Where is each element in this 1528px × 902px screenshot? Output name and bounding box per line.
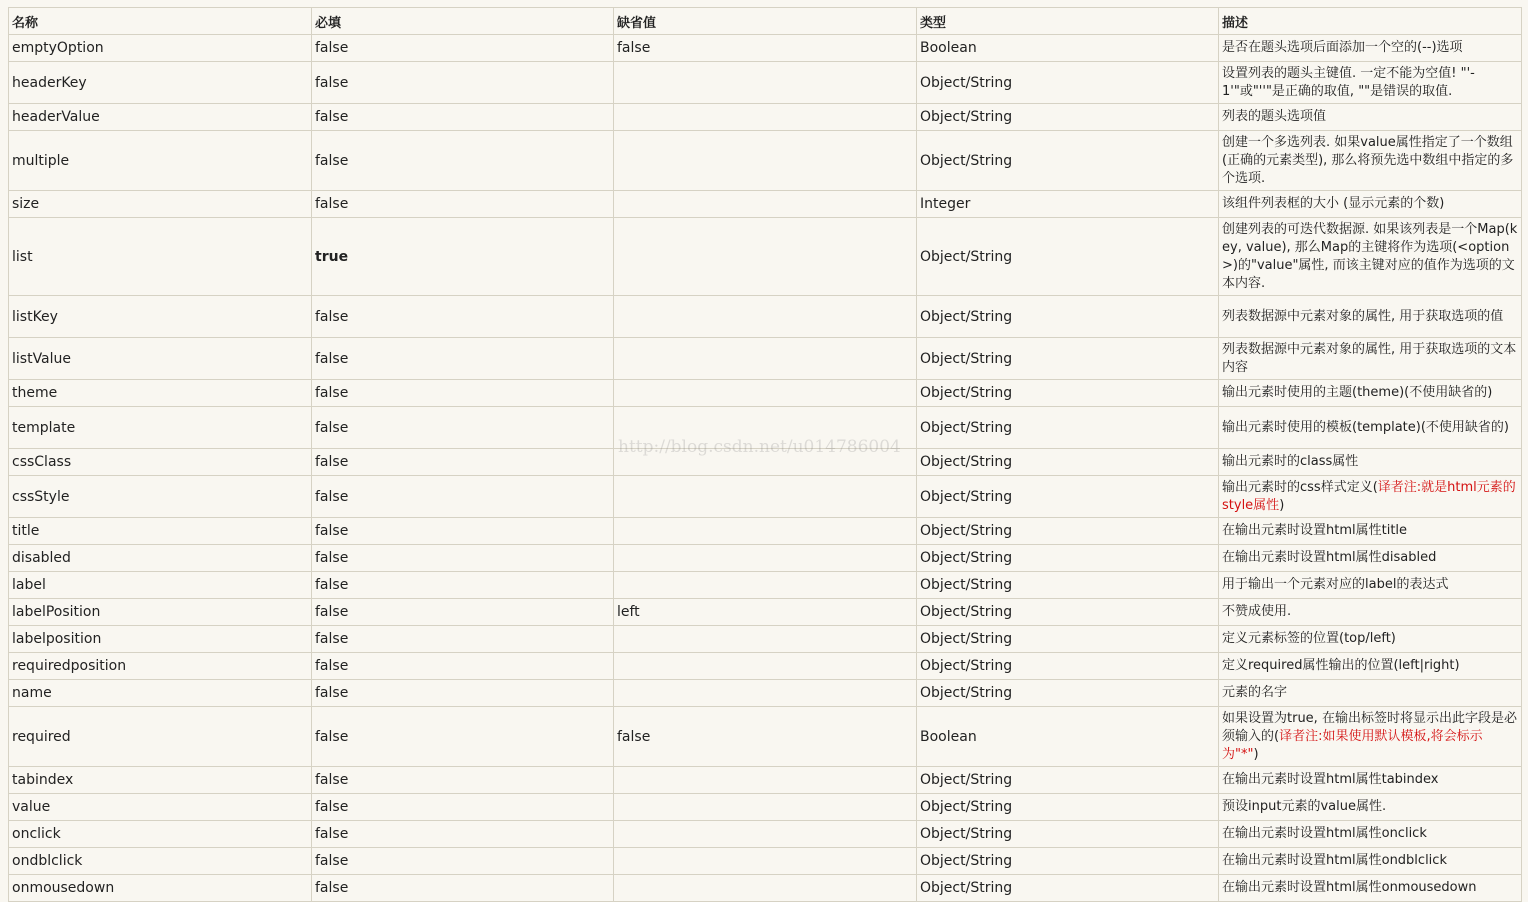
cell-name: template xyxy=(9,407,312,449)
description-suffix: ) xyxy=(1279,497,1285,513)
cell-type: Object/String xyxy=(917,653,1219,680)
cell-default xyxy=(614,518,917,545)
cell-default xyxy=(614,191,917,218)
table-row xyxy=(9,218,1522,296)
header-row xyxy=(9,8,1522,35)
table-row xyxy=(9,131,1522,191)
description-text: 在输出元素时设置html属性disabled xyxy=(1222,550,1437,565)
cell-name: label xyxy=(9,572,312,599)
cell-description xyxy=(1219,338,1522,380)
cell-type: Boolean xyxy=(917,35,1219,62)
cell-description xyxy=(1219,848,1522,875)
cell-required: false xyxy=(312,407,614,449)
cell-default xyxy=(614,626,917,653)
cell-required: false xyxy=(312,518,614,545)
cell-default xyxy=(614,848,917,875)
cell-name: multiple xyxy=(9,131,312,191)
header-description: 描述 xyxy=(1219,8,1522,35)
cell-required: false xyxy=(312,104,614,131)
table-row xyxy=(9,626,1522,653)
cell-default: left xyxy=(614,599,917,626)
cell-required: false xyxy=(312,680,614,707)
cell-type: Object/String xyxy=(917,338,1219,380)
table-row xyxy=(9,680,1522,707)
cell-name: name xyxy=(9,680,312,707)
cell-default xyxy=(614,104,917,131)
cell-description xyxy=(1219,821,1522,848)
description-text: 元素的名字 xyxy=(1222,685,1288,700)
description-text: 创建列表的可迭代数据源. 如果该列表是一个Map(key, value), 那么Map的主键将作为选项(<option>)的"value"属性, 而该主键对应的值作为选项的文本内容. xyxy=(1222,221,1518,291)
header-type: 类型 xyxy=(917,8,1219,35)
cell-type: Object/String xyxy=(917,296,1219,338)
cell-name: ondblclick xyxy=(9,848,312,875)
cell-type: Object/String xyxy=(917,518,1219,545)
cell-required: false xyxy=(312,875,614,902)
cell-required: false xyxy=(312,599,614,626)
cell-description xyxy=(1219,518,1522,545)
cell-type: Object/String xyxy=(917,131,1219,191)
table-row xyxy=(9,848,1522,875)
cell-name: emptyOption xyxy=(9,35,312,62)
translator-note: 译者注:就是html元素的style属性 xyxy=(1222,479,1516,513)
cell-default xyxy=(614,62,917,104)
cell-type: Object/String xyxy=(917,875,1219,902)
description-text: 在输出元素时设置html属性ondblclick xyxy=(1222,853,1447,868)
description-text: 在输出元素时设置html属性title xyxy=(1222,523,1408,538)
cell-type: Object/String xyxy=(917,380,1219,407)
cell-default xyxy=(614,296,917,338)
attribute-table xyxy=(8,7,1522,902)
cell-default xyxy=(614,794,917,821)
cell-default xyxy=(614,380,917,407)
cell-required: false xyxy=(312,545,614,572)
cell-name: title xyxy=(9,518,312,545)
cell-type: Object/String xyxy=(917,476,1219,518)
cell-name: labelPosition xyxy=(9,599,312,626)
description-text: 在输出元素时设置html属性tabindex xyxy=(1222,772,1439,787)
watermark: http://blog.csdn.net/u014786004 xyxy=(618,437,901,457)
cell-required: false xyxy=(312,572,614,599)
cell-required: false xyxy=(312,131,614,191)
cell-required: false xyxy=(312,449,614,476)
cell-name: value xyxy=(9,794,312,821)
cell-description xyxy=(1219,131,1522,191)
cell-description xyxy=(1219,218,1522,296)
table-row xyxy=(9,707,1522,767)
table-row xyxy=(9,476,1522,518)
cell-default xyxy=(614,449,917,476)
cell-name: labelposition xyxy=(9,626,312,653)
table-row xyxy=(9,572,1522,599)
cell-description xyxy=(1219,296,1522,338)
table-row xyxy=(9,653,1522,680)
description-text: 输出元素时的class属性 xyxy=(1222,454,1359,469)
cell-required: false xyxy=(312,707,614,767)
table-row xyxy=(9,407,1522,449)
cell-description xyxy=(1219,875,1522,902)
table-row xyxy=(9,380,1522,407)
cell-description xyxy=(1219,104,1522,131)
table-row xyxy=(9,338,1522,380)
table-row xyxy=(9,767,1522,794)
cell-type: Object/String xyxy=(917,572,1219,599)
cell-name: cssStyle xyxy=(9,476,312,518)
table-header xyxy=(9,8,1522,35)
description-text: 输出元素时使用的主题(theme)(不使用缺省的) xyxy=(1222,385,1493,400)
cell-required: false xyxy=(312,767,614,794)
cell-description xyxy=(1219,767,1522,794)
description-text: 预设input元素的value属性. xyxy=(1222,799,1387,814)
cell-type: Object/String xyxy=(917,680,1219,707)
cell-description xyxy=(1219,380,1522,407)
cell-required: false xyxy=(312,62,614,104)
table-row xyxy=(9,296,1522,338)
cell-required: false xyxy=(312,380,614,407)
cell-required: false xyxy=(312,794,614,821)
table-row xyxy=(9,518,1522,545)
cell-default xyxy=(614,338,917,380)
cell-type: Object/String xyxy=(917,848,1219,875)
cell-description xyxy=(1219,626,1522,653)
cell-required: false xyxy=(312,653,614,680)
cell-name: theme xyxy=(9,380,312,407)
cell-default: false xyxy=(614,35,917,62)
cell-default xyxy=(614,572,917,599)
cell-description xyxy=(1219,62,1522,104)
cell-description xyxy=(1219,653,1522,680)
table-row xyxy=(9,35,1522,62)
cell-required: false xyxy=(312,338,614,380)
cell-type: Object/String xyxy=(917,599,1219,626)
description-text: 输出元素时的css样式定义( xyxy=(1222,479,1378,495)
cell-description xyxy=(1219,572,1522,599)
cell-required: false xyxy=(312,191,614,218)
cell-name: cssClass xyxy=(9,449,312,476)
table-row xyxy=(9,821,1522,848)
cell-required: false xyxy=(312,296,614,338)
description-text: 在输出元素时设置html属性onclick xyxy=(1222,826,1427,841)
description-text: 设置列表的题头主键值. 一定不能为空值! "'-1'"或"''"是正确的取值, ""是错误的取值. xyxy=(1222,65,1475,99)
description-text: 不赞成使用. xyxy=(1222,604,1292,619)
description-text: 输出元素时使用的模板(template)(不使用缺省的) xyxy=(1222,419,1509,435)
cell-required: false xyxy=(312,848,614,875)
cell-name: onmousedown xyxy=(9,875,312,902)
cell-description xyxy=(1219,191,1522,218)
cell-default: false xyxy=(614,707,917,767)
cell-default xyxy=(614,407,917,449)
cell-name: listKey xyxy=(9,296,312,338)
table-row xyxy=(9,875,1522,902)
cell-name: list xyxy=(9,218,312,296)
description-text: 定义元素标签的位置(top/left) xyxy=(1222,631,1396,646)
cell-description xyxy=(1219,476,1522,518)
cell-type: Object/String xyxy=(917,449,1219,476)
cell-required: false xyxy=(312,821,614,848)
cell-default xyxy=(614,218,917,296)
description-text: 该组件列表框的大小 (显示元素的个数) xyxy=(1222,196,1445,211)
header-name: 名称 xyxy=(9,8,312,35)
cell-description xyxy=(1219,599,1522,626)
header-default: 缺省值 xyxy=(614,8,917,35)
cell-required: false xyxy=(312,35,614,62)
cell-description xyxy=(1219,794,1522,821)
header-required: 必填 xyxy=(312,8,614,35)
cell-default xyxy=(614,767,917,794)
cell-default xyxy=(614,680,917,707)
cell-description xyxy=(1219,545,1522,572)
cell-default xyxy=(614,476,917,518)
cell-name: requiredposition xyxy=(9,653,312,680)
cell-description xyxy=(1219,407,1522,449)
table-row xyxy=(9,104,1522,131)
table-row xyxy=(9,545,1522,572)
cell-name: onclick xyxy=(9,821,312,848)
cell-name: tabindex xyxy=(9,767,312,794)
cell-type: Object/String xyxy=(917,218,1219,296)
description-text: 定义required属性输出的位置(left|right) xyxy=(1222,658,1460,673)
translator-note: 译者注:如果使用默认模板,将会标示为"*" xyxy=(1222,728,1483,762)
cell-name: headerValue xyxy=(9,104,312,131)
cell-type: Object/String xyxy=(917,407,1219,449)
table-row xyxy=(9,599,1522,626)
cell-name: size xyxy=(9,191,312,218)
cell-name: disabled xyxy=(9,545,312,572)
cell-default xyxy=(614,545,917,572)
cell-required: false xyxy=(312,626,614,653)
cell-default xyxy=(614,875,917,902)
cell-type: Object/String xyxy=(917,545,1219,572)
description-text: 列表的题头选项值 xyxy=(1222,109,1327,124)
description-text: 是否在题头选项后面添加一个空的(--)选项 xyxy=(1222,40,1463,55)
cell-default xyxy=(614,821,917,848)
cell-type: Object/String xyxy=(917,104,1219,131)
description-text: 用于输出一个元素对应的label的表达式 xyxy=(1222,577,1449,592)
cell-description xyxy=(1219,35,1522,62)
table-body xyxy=(9,35,1522,902)
cell-type: Object/String xyxy=(917,626,1219,653)
cell-type: Object/String xyxy=(917,794,1219,821)
cell-type: Integer xyxy=(917,191,1219,218)
cell-type: Boolean xyxy=(917,707,1219,767)
table-row xyxy=(9,449,1522,476)
description-text: 列表数据源中元素对象的属性, 用于获取选项的文本内容 xyxy=(1222,341,1517,375)
table-row xyxy=(9,794,1522,821)
cell-default xyxy=(614,131,917,191)
description-text: 列表数据源中元素对象的属性, 用于获取选项的值 xyxy=(1222,308,1504,324)
description-text: 如果设置为true, 在输出标签时将显示出此字段是必须输入的( xyxy=(1222,710,1517,744)
description-text: 在输出元素时设置html属性onmousedown xyxy=(1222,880,1477,895)
table-row xyxy=(9,191,1522,218)
cell-type: Object/String xyxy=(917,767,1219,794)
cell-required: false xyxy=(312,476,614,518)
cell-description xyxy=(1219,707,1522,767)
cell-type: Object/String xyxy=(917,62,1219,104)
cell-name: required xyxy=(9,707,312,767)
cell-description xyxy=(1219,680,1522,707)
cell-description xyxy=(1219,449,1522,476)
cell-name: headerKey xyxy=(9,62,312,104)
cell-name: listValue xyxy=(9,338,312,380)
cell-required: true xyxy=(312,218,614,296)
table-row xyxy=(9,62,1522,104)
cell-default xyxy=(614,653,917,680)
cell-type: Object/String xyxy=(917,821,1219,848)
description-suffix: ) xyxy=(1253,746,1259,762)
description-text: 创建一个多选列表. 如果value属性指定了一个数组(正确的元素类型), 那么将预先选中数组中指定的多个选项. xyxy=(1222,134,1514,186)
